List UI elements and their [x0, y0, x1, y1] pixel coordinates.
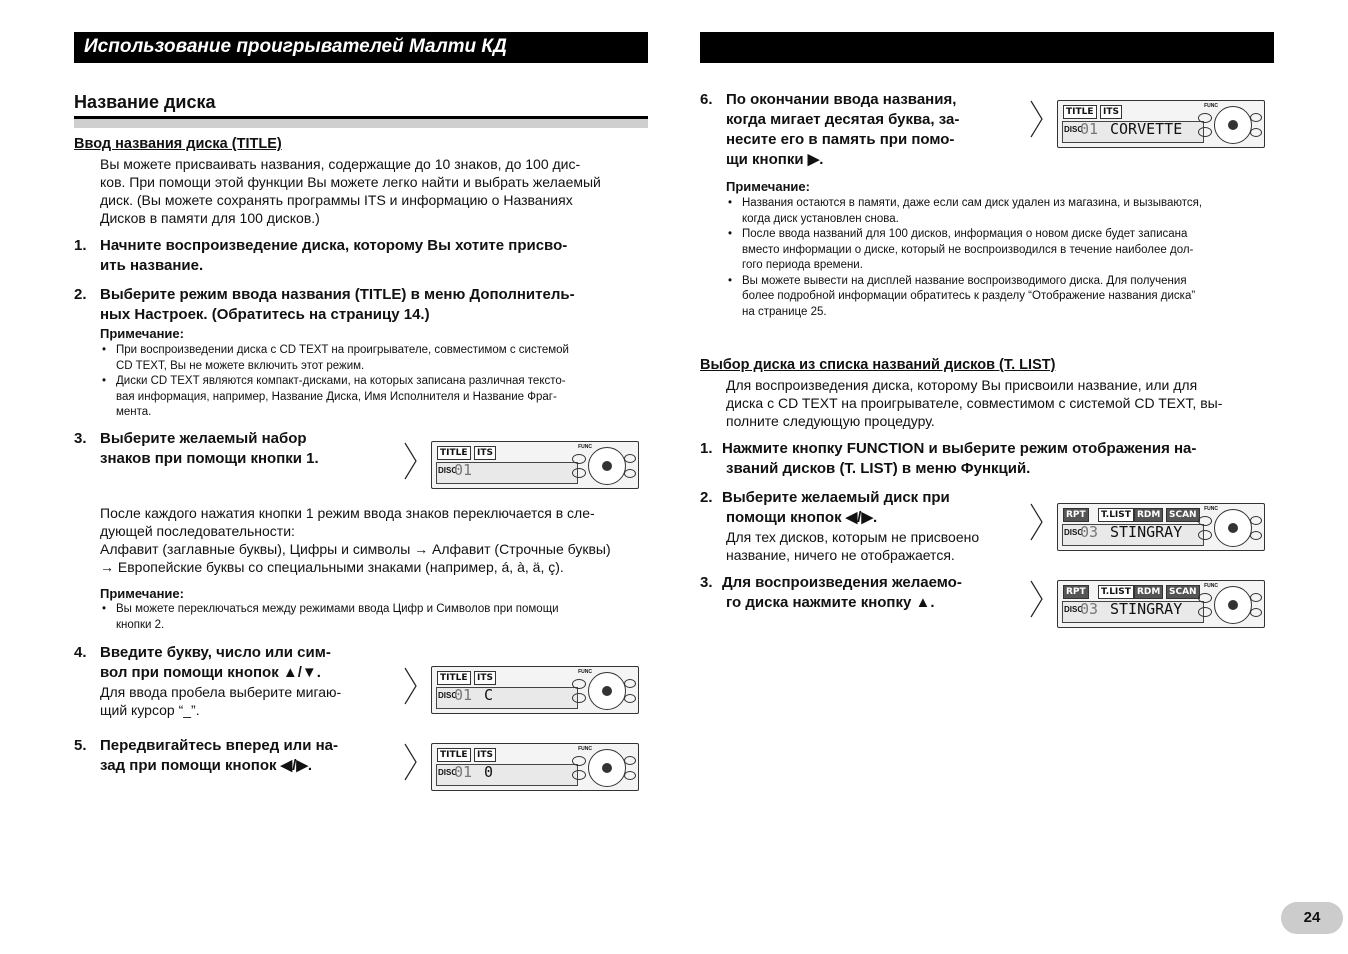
rpt-indicator: RPT — [1063, 585, 1089, 599]
step-line: По окончании ввода названия, — [726, 91, 957, 108]
step-number: 3. — [700, 574, 713, 591]
intro-line: Дисков в памяти для 100 дисков.) — [100, 210, 320, 226]
right-header-bar — [700, 32, 1274, 63]
rpt-indicator: RPT — [1063, 508, 1089, 522]
note-list — [726, 196, 1286, 320]
its-indicator: ITS — [1100, 105, 1122, 119]
scan-indicator: SCAN — [1166, 585, 1200, 599]
note-line: когда диск установлен снова. — [742, 212, 899, 225]
note-item — [726, 196, 1286, 227]
note-line: • Диски CD TEXT являются компакт-дисками, на которых записана различная тексто- — [116, 375, 566, 387]
paragraph-line: После каждого нажатия кнопки 1 режим ввода знаков переключается в сле- — [100, 505, 595, 521]
step-number: 6. — [700, 91, 713, 108]
button-icon — [1198, 593, 1212, 603]
button-icon — [572, 468, 586, 478]
button-icon — [1198, 516, 1212, 526]
title-indicator: TITLE — [437, 748, 471, 762]
paragraph-line: название, ничего не отображается. — [726, 547, 955, 563]
joystick-icon — [588, 672, 626, 710]
joystick-icon — [1214, 509, 1252, 547]
step-4 — [74, 643, 394, 683]
its-indicator: ITS — [474, 446, 496, 460]
display-text: 0 — [484, 763, 494, 781]
its-indicator: ITS — [474, 671, 496, 685]
rdm-indicator: RDM — [1134, 508, 1163, 522]
step-line: Передвигайтесь вперед или на- — [100, 737, 338, 754]
step-4-description — [100, 683, 400, 719]
note-item — [100, 343, 660, 374]
button-icon — [572, 454, 586, 464]
step-line: Начните воспроизведение диска, которому Вы хотите присво- — [100, 237, 568, 254]
step-line: зад при помощи кнопок ◀/▶. — [100, 757, 313, 774]
step-line: ных Настроек. (Обратитесь на страницу 14.) — [100, 306, 430, 323]
title-indicator: TITLE — [437, 671, 471, 685]
func-label: FUNC — [578, 746, 592, 752]
subsection-title-title: Ввод названия диска (TITLE) — [74, 136, 282, 152]
button-icon — [1198, 113, 1212, 123]
step-number: 5. — [74, 737, 87, 754]
note-line: • Вы можете вывести на дисплей название воспроизводимого диска. Для получения — [742, 274, 1187, 287]
disc-label: DISC — [438, 466, 458, 475]
step-1 — [74, 236, 664, 276]
disc-number: 01 — [454, 763, 473, 781]
note-list — [100, 602, 660, 633]
step-2 — [74, 285, 664, 325]
step-number: 4. — [74, 644, 87, 661]
note-line: на странице 25. — [742, 305, 827, 318]
display-stored-title — [1057, 100, 1265, 148]
page-number: 24 — [1281, 902, 1343, 934]
disc-number: 01 — [1080, 120, 1099, 138]
display-text: CORVETTE — [1110, 120, 1183, 138]
scan-indicator: SCAN — [1166, 508, 1200, 522]
paragraph-line: Алфавит (заглавные буквы), Цифры и символы → Алфавит (Строчные буквы) — [100, 541, 611, 557]
func-label: FUNC — [1204, 506, 1218, 512]
step-line: Выберите желаемый диск при — [722, 489, 950, 506]
button-icon — [1250, 516, 1262, 525]
step-number: 1. — [74, 237, 87, 254]
rdm-indicator: RDM — [1134, 585, 1163, 599]
joystick-icon — [1214, 106, 1252, 144]
display-text: STINGRAY — [1110, 600, 1183, 618]
disc-label: DISC — [438, 768, 458, 777]
button-icon — [624, 771, 636, 780]
paragraph-line: диска с CD TEXT на проигрывателе, совместимом с системой CD TEXT, вы- — [726, 395, 1223, 411]
note-line: • При воспроизведении диска с CD TEXT на проигрывателе, совместимом с системой — [116, 344, 569, 356]
joystick-icon — [588, 447, 626, 485]
intro-paragraph — [100, 155, 660, 227]
disc-label: DISC — [1064, 605, 1084, 614]
step-number: 2. — [700, 489, 713, 506]
button-icon — [572, 693, 586, 703]
disc-label: DISC — [1064, 528, 1084, 537]
display-letter-entry — [431, 666, 639, 714]
section-title: Название диска — [74, 92, 216, 112]
step-line: когда мигает десятая буква, за- — [726, 111, 960, 128]
disc-number: 01 — [454, 461, 473, 479]
func-label: FUNC — [1204, 103, 1218, 109]
display-title-mode — [431, 441, 639, 489]
step-line: знаков при помощи кнопки 1. — [100, 450, 319, 467]
pointer-arrow-icon — [1030, 100, 1044, 138]
step-line: Выберите режим ввода названия (TITLE) в меню Дополнитель- — [100, 286, 575, 303]
intro-line: ков. При помощи этой функции Вы можете легко найти и выбрать желаемый — [100, 174, 601, 190]
button-icon — [1250, 128, 1262, 137]
button-icon — [1198, 530, 1212, 540]
tlist-indicator: T.LIST — [1098, 585, 1134, 599]
note-item — [726, 274, 1286, 321]
button-icon — [1250, 593, 1262, 602]
step-line: го диска нажмите кнопку ▲. — [726, 594, 935, 611]
button-icon — [572, 770, 586, 780]
step-b1 — [700, 439, 1290, 479]
step-5 — [74, 736, 394, 776]
step-b2-description — [726, 528, 1026, 564]
button-icon — [572, 679, 586, 689]
func-label: FUNC — [578, 444, 592, 450]
step-line: несите его в память при помо- — [726, 131, 955, 148]
note-line: CD TEXT, Вы не можете включить этот режим. — [116, 359, 365, 372]
note-line: более подробной информации обратитесь к разделу “Отображение названия диска” — [742, 290, 1196, 302]
step-line: Выберите желаемый набор — [100, 430, 307, 447]
button-icon — [624, 469, 636, 478]
step-b2 — [700, 488, 1010, 528]
paragraph-line: Для тех дисков, которым не присвоено — [726, 529, 980, 545]
step-line: ить название. — [100, 257, 204, 274]
pointer-arrow-icon — [404, 743, 418, 781]
button-icon — [624, 454, 636, 463]
display-cursor-move — [431, 743, 639, 791]
paragraph-line: полните следующую процедуру. — [726, 413, 935, 429]
title-indicator: TITLE — [1063, 105, 1097, 119]
disc-label: DISC — [438, 691, 458, 700]
step-3 — [74, 429, 394, 469]
button-icon — [624, 679, 636, 688]
button-icon — [1198, 607, 1212, 617]
pointer-arrow-icon — [404, 667, 418, 705]
paragraph-line: → Европейские буквы со специальными знаками (например, á, à, ä, ç). — [100, 559, 564, 575]
joystick-icon — [1214, 586, 1252, 624]
left-header-bar — [74, 32, 648, 63]
paragraph-line: Для ввода пробела выберите мигаю- — [100, 684, 342, 700]
button-icon — [1198, 127, 1212, 137]
sequence-paragraph — [100, 504, 660, 576]
note-line: гого периода времени. — [742, 259, 863, 271]
note-line: • После ввода названий для 100 дисков, информация о новом диске будет записана — [742, 228, 1188, 240]
note-line: вая информация, например, Название Диска, Имя Исполнителя и Название Фраг- — [116, 390, 557, 403]
note-item — [100, 602, 660, 633]
paragraph-line: щий курсор “_”. — [100, 702, 200, 718]
note-line: • Вы можете переключаться между режимами ввода Цифр и Символов при помощи — [116, 603, 559, 615]
disc-number: 03 — [1080, 600, 1099, 618]
note-item — [100, 374, 660, 421]
paragraph-line: Для воспроизведения диска, которому Вы присвоили название, или для — [726, 377, 1198, 393]
display-tlist-play — [1057, 580, 1265, 628]
note-list — [100, 343, 660, 421]
subsection-title-tlist: Выбор диска из списка названий дисков (T. LIST) — [700, 357, 1056, 373]
button-icon — [1250, 531, 1262, 540]
note-item — [726, 227, 1286, 274]
note-line: • Названия остаются в памяти, даже если сам диск удален из магазина, и вызываются, — [742, 197, 1203, 209]
disc-label: DISC — [1064, 125, 1084, 134]
step-number: 1. — [700, 440, 713, 457]
its-indicator: ITS — [474, 748, 496, 762]
intro-line: диск. (Вы можете сохранять программы ITS и информацию о Названиях — [100, 192, 573, 208]
step-b3 — [700, 573, 1010, 613]
step-number: 3. — [74, 430, 87, 447]
step-line: помощи кнопок ◀/▶. — [726, 509, 878, 526]
button-icon — [1250, 113, 1262, 122]
display-text: STINGRAY — [1110, 523, 1183, 541]
note-line: кнопки 2. — [116, 618, 165, 631]
func-label: FUNC — [578, 669, 592, 675]
step-line: Для воспроизведения желаемо- — [722, 574, 962, 591]
disc-number: 01 — [454, 686, 473, 704]
step-line: званий дисков (T. LIST) в меню Функций. — [726, 460, 1031, 477]
disc-number: 03 — [1080, 523, 1099, 541]
tlist-intro — [726, 376, 1286, 430]
button-icon — [624, 756, 636, 765]
step-line: Введите букву, число или сим- — [100, 644, 331, 661]
button-icon — [572, 756, 586, 766]
note-line: вместо информации о диске, который не воспроизводился в течение наиболее дол- — [742, 243, 1194, 256]
func-label: FUNC — [1204, 583, 1218, 589]
section-rule — [74, 116, 648, 128]
step-number: 2. — [74, 286, 87, 303]
paragraph-line: дующей последовательности: — [100, 523, 295, 539]
left-header-title: Использование проигрывателей Малти КД — [84, 36, 507, 57]
pointer-arrow-icon — [404, 442, 418, 480]
pointer-arrow-icon — [1030, 580, 1044, 618]
note-line: мента. — [116, 406, 152, 418]
button-icon — [624, 694, 636, 703]
note-heading: Примечание: — [100, 586, 184, 601]
pointer-arrow-icon — [1030, 503, 1044, 541]
tlist-indicator: T.LIST — [1098, 508, 1134, 522]
step-line: вол при помощи кнопок ▲/▼. — [100, 664, 321, 681]
joystick-icon — [588, 749, 626, 787]
display-text: C — [484, 686, 494, 704]
display-tlist-select — [1057, 503, 1265, 551]
intro-line: Вы можете присваивать названия, содержащие до 10 знаков, до 100 дис- — [100, 156, 581, 172]
title-indicator: TITLE — [437, 446, 471, 460]
note-heading: Примечание: — [726, 179, 810, 194]
step-6 — [700, 90, 1010, 170]
button-icon — [1250, 608, 1262, 617]
note-heading: Примечание: — [100, 326, 184, 341]
step-line: щи кнопки ▶. — [726, 151, 824, 168]
step-line: Нажмите кнопку FUNCTION и выберите режим отображения на- — [722, 440, 1197, 457]
